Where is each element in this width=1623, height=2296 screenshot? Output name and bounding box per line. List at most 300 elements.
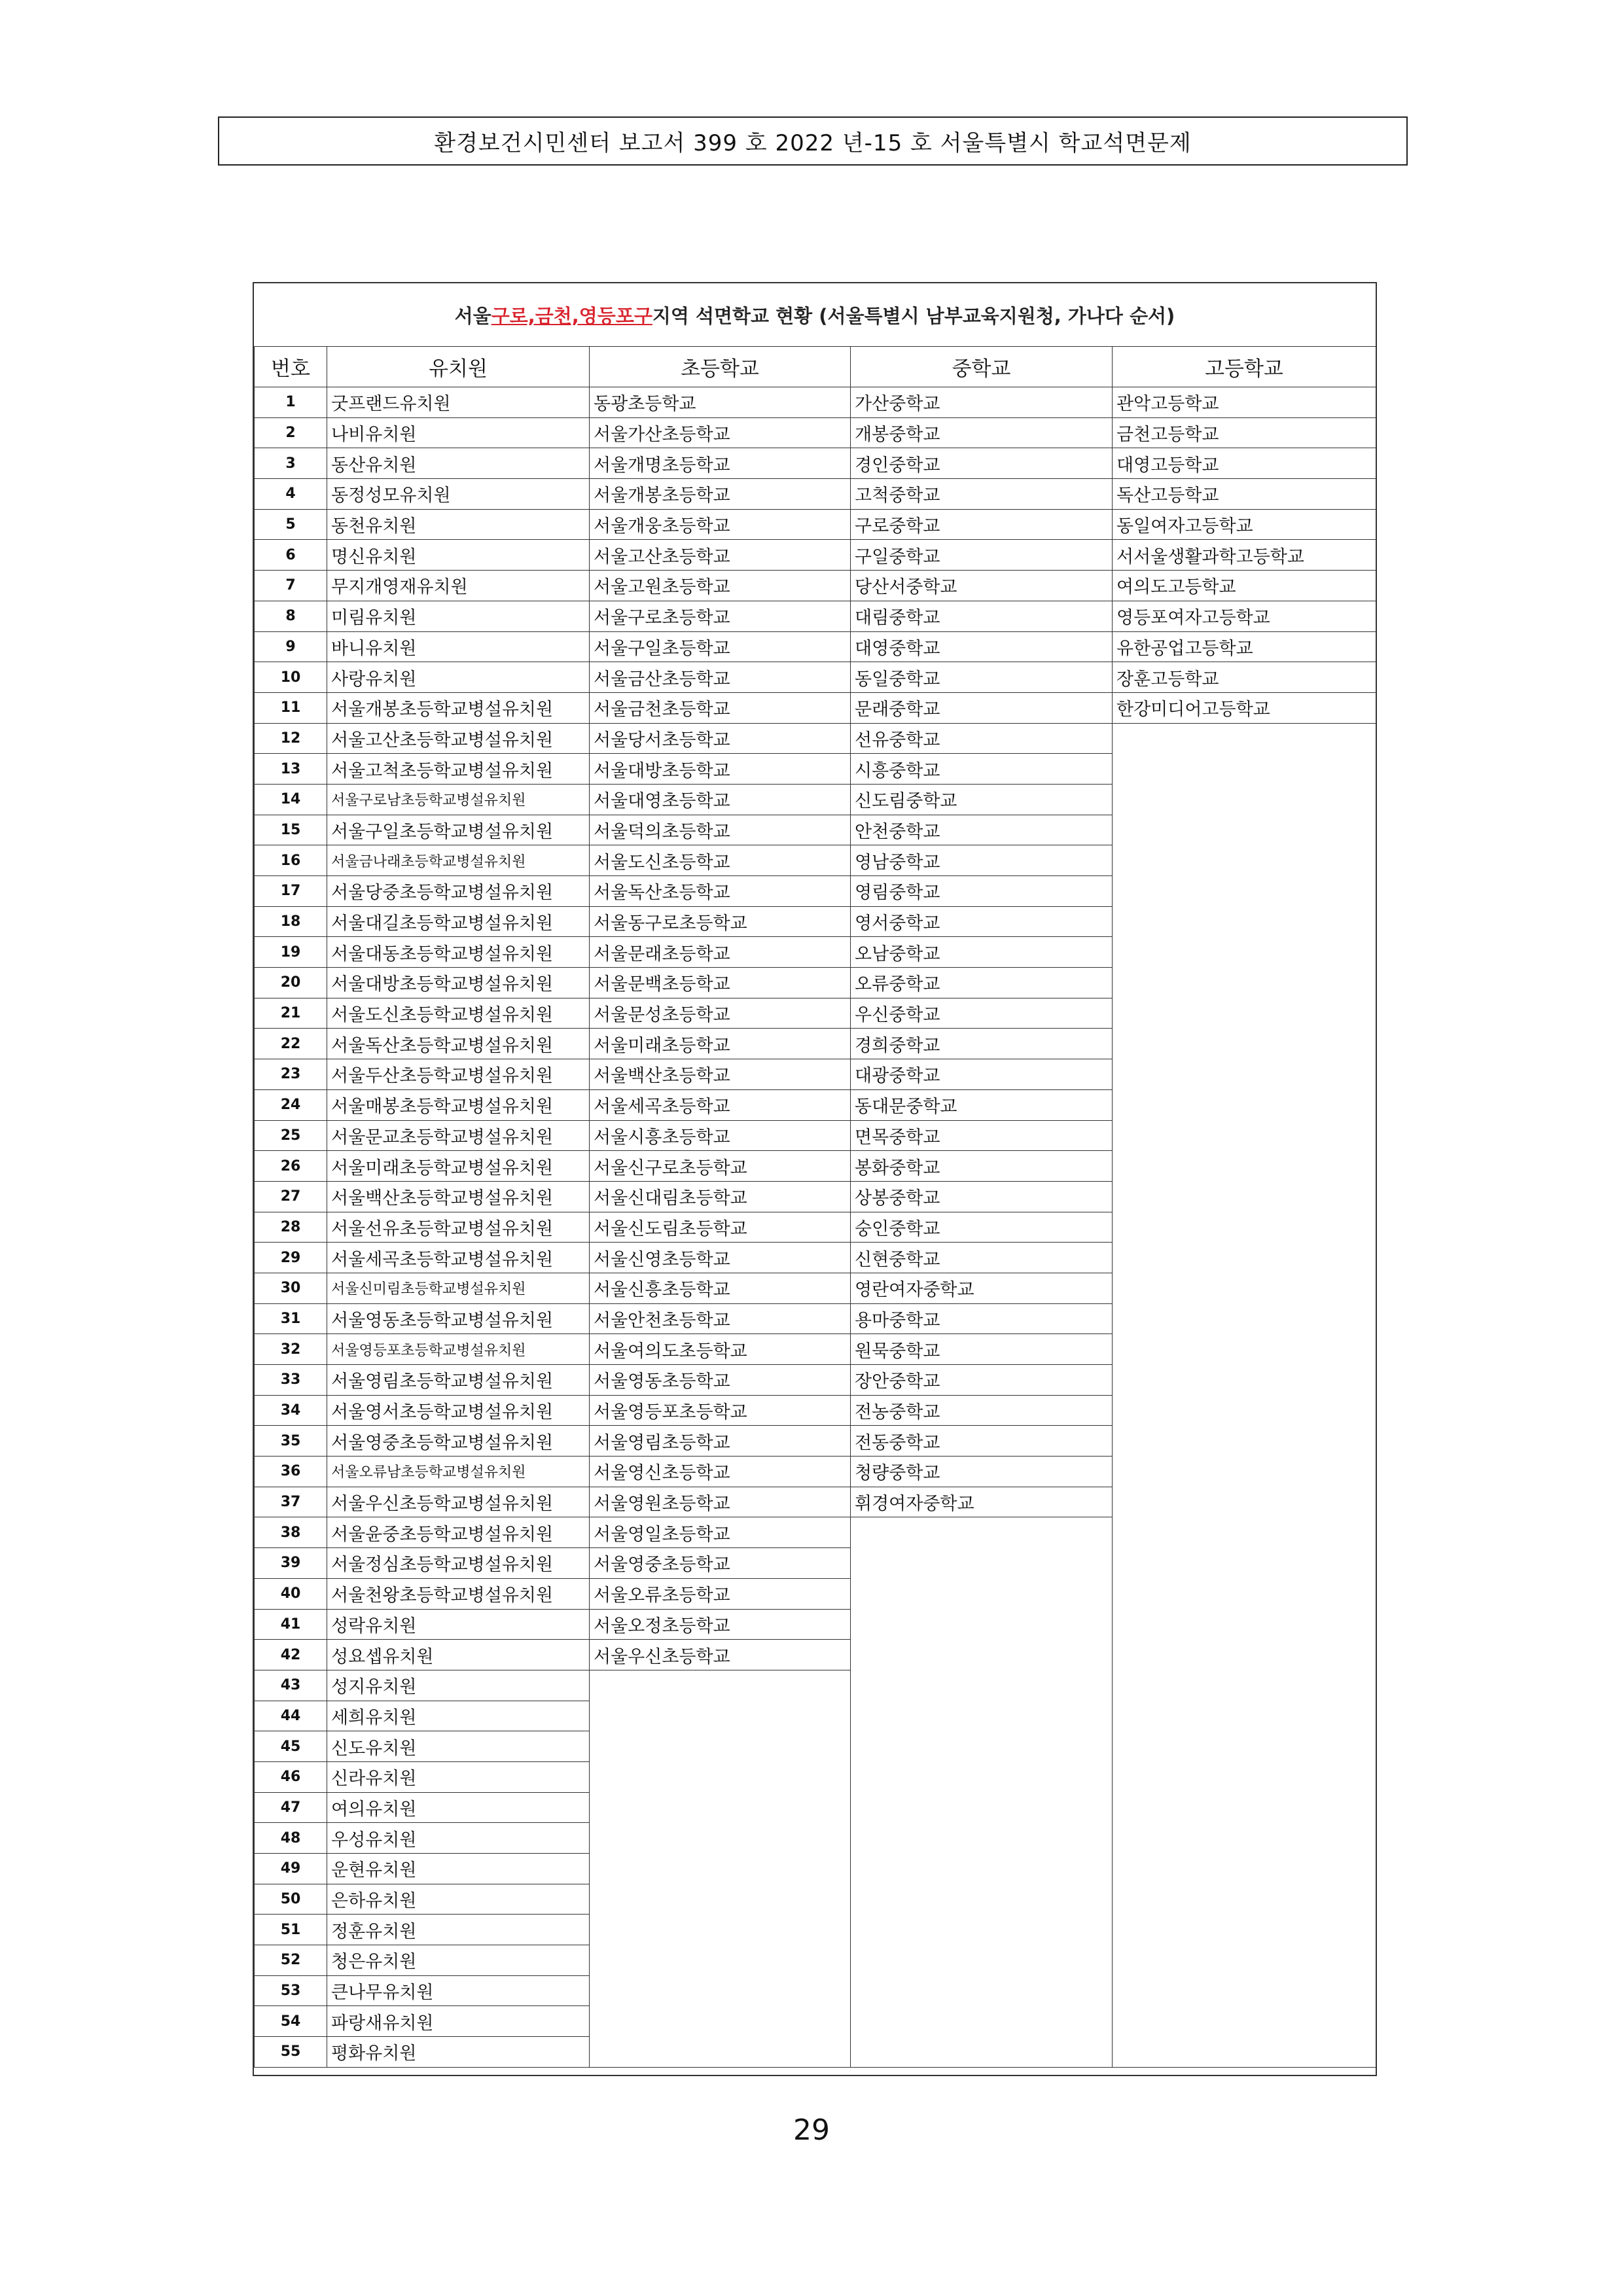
row-number-cell: 18 [255,906,327,937]
row-number-cell: 26 [255,1151,327,1182]
row-number-cell: 9 [255,631,327,662]
high-school-cell: 영등포여자고등학교 [1113,601,1376,631]
elementary-cell: 서울금천초등학교 [590,692,851,723]
middle-school-cell: 신현중학교 [851,1243,1113,1273]
table-row [255,1334,1376,1365]
table-row [255,1365,1376,1396]
elementary-cell: 서울문성초등학교 [590,998,851,1029]
table-row [255,2006,1376,2037]
page-number: 29 [793,2113,830,2147]
middle-school-cell: 고척중학교 [851,479,1113,510]
high-school-cell: 한강미디어고등학교 [1113,692,1376,723]
elementary-cell: 서울독산초등학교 [590,876,851,907]
high-school-cell [1113,1792,1376,1823]
row-number-cell: 41 [255,1609,327,1640]
elementary-cell [590,1975,851,2006]
row-number-cell: 2 [255,417,327,448]
table-row [255,1609,1376,1640]
high-school-cell [1113,1181,1376,1212]
table-row [255,448,1376,479]
elementary-cell [590,1701,851,1731]
middle-school-cell: 가산중학교 [851,387,1113,418]
kindergarten-cell: 성지유치원 [327,1670,590,1701]
middle-school-cell: 오류중학교 [851,968,1113,998]
middle-school-cell [851,1548,1113,1579]
middle-school-cell: 구로중학교 [851,509,1113,540]
table-row [255,1640,1376,1670]
row-number-cell: 28 [255,1212,327,1243]
table-row [255,1120,1376,1151]
table-row [255,1854,1376,1884]
high-school-cell [1113,1365,1376,1396]
elementary-cell: 서울영등포초등학교 [590,1395,851,1426]
elementary-cell: 서울개웅초등학교 [590,509,851,540]
middle-school-cell: 우신중학교 [851,998,1113,1029]
middle-school-cell: 오남중학교 [851,937,1113,968]
high-school-cell [1113,1426,1376,1457]
high-school-cell [1113,1487,1376,1517]
kindergarten-cell: 평화유치원 [327,2037,590,2068]
kindergarten-cell: 나비유치원 [327,417,590,448]
elementary-cell [590,1915,851,1945]
kindergarten-cell: 서울금나래초등학교병설유치원 [327,845,590,876]
high-school-cell [1113,723,1376,754]
row-number-cell: 20 [255,968,327,998]
high-school-cell: 금천고등학교 [1113,417,1376,448]
elementary-cell: 서울개봉초등학교 [590,479,851,510]
table-row [255,1426,1376,1457]
middle-school-cell: 숭인중학교 [851,1212,1113,1243]
table-row [255,1212,1376,1243]
middle-school-cell: 신도림중학교 [851,784,1113,815]
table-row [255,1181,1376,1212]
elementary-cell: 서울우신초등학교 [590,1640,851,1670]
table-row [255,998,1376,1029]
elementary-cell: 서울금산초등학교 [590,662,851,693]
high-school-cell [1113,1273,1376,1303]
elementary-cell [590,1761,851,1792]
elementary-cell [590,1731,851,1762]
middle-school-cell [851,1578,1113,1609]
table-row [255,1243,1376,1273]
middle-school-cell: 영서중학교 [851,906,1113,937]
kindergarten-cell: 신라유치원 [327,1761,590,1792]
high-school-cell [1113,906,1376,937]
middle-school-cell: 청량중학교 [851,1457,1113,1487]
middle-school-cell [851,2037,1113,2068]
table-row [255,906,1376,937]
table-title-prefix: 서울 [454,304,491,327]
middle-school-cell [851,1731,1113,1762]
table-row [255,692,1376,723]
elementary-cell [590,1884,851,1915]
high-school-cell [1113,968,1376,998]
elementary-cell: 서울개명초등학교 [590,448,851,479]
row-number-cell: 4 [255,479,327,510]
high-school-cell [1113,754,1376,785]
kindergarten-cell: 서울구로남초등학교병설유치원 [327,784,590,815]
high-school-cell: 유한공업고등학교 [1113,631,1376,662]
row-number-cell: 16 [255,845,327,876]
middle-school-cell: 영남중학교 [851,845,1113,876]
kindergarten-cell: 바니유치원 [327,631,590,662]
elementary-cell: 서울구일초등학교 [590,631,851,662]
row-number-cell: 8 [255,601,327,631]
middle-school-cell: 시흥중학교 [851,754,1113,785]
kindergarten-cell: 사랑유치원 [327,662,590,693]
middle-school-cell: 개봉중학교 [851,417,1113,448]
high-school-cell [1113,815,1376,845]
elementary-cell: 서울대방초등학교 [590,754,851,785]
kindergarten-cell: 파랑새유치원 [327,2006,590,2037]
column-header-elementary: 초등학교 [590,347,851,387]
kindergarten-cell: 우성유치원 [327,1823,590,1854]
elementary-cell: 서울고산초등학교 [590,540,851,571]
elementary-cell: 서울고원초등학교 [590,571,851,601]
elementary-cell: 서울도신초등학교 [590,845,851,876]
report-header-text: 환경보건시민센터 보고서 399 호 2022 년-15 호 서울특별시 학교석면문제 [434,130,1192,156]
high-school-cell [1113,1701,1376,1731]
kindergarten-cell: 성락유치원 [327,1609,590,1640]
middle-school-cell: 문래중학교 [851,692,1113,723]
row-number-cell: 53 [255,1975,327,2006]
table-row [255,1517,1376,1548]
row-number-cell: 23 [255,1059,327,1090]
table-row [255,1792,1376,1823]
table-row [255,784,1376,815]
row-number-cell: 7 [255,571,327,601]
school-grid [254,346,1376,2068]
elementary-cell [590,1792,851,1823]
elementary-cell: 서울덕의초등학교 [590,815,851,845]
high-school-cell: 대영고등학교 [1113,448,1376,479]
high-school-cell [1113,1945,1376,1976]
high-school-cell [1113,937,1376,968]
elementary-cell: 서울미래초등학교 [590,1029,851,1059]
middle-school-cell: 선유중학교 [851,723,1113,754]
elementary-cell: 서울신흥초등학교 [590,1273,851,1303]
elementary-cell: 서울문백초등학교 [590,968,851,998]
row-number-cell: 25 [255,1120,327,1151]
elementary-cell: 서울오정초등학교 [590,1609,851,1640]
table-row [255,1395,1376,1426]
high-school-cell [1113,1761,1376,1792]
row-number-cell: 36 [255,1457,327,1487]
row-number-cell: 40 [255,1578,327,1609]
row-number-cell: 11 [255,692,327,723]
kindergarten-cell: 성요셉유치원 [327,1640,590,1670]
kindergarten-cell: 정훈유치원 [327,1915,590,1945]
kindergarten-cell: 서울영동초등학교병설유치원 [327,1303,590,1334]
high-school-cell: 독산고등학교 [1113,479,1376,510]
table-row [255,1059,1376,1090]
middle-school-cell [851,1701,1113,1731]
kindergarten-cell: 서울도신초등학교병설유치원 [327,998,590,1029]
report-header [218,116,1408,166]
table-row [255,1670,1376,1701]
row-number-cell: 3 [255,448,327,479]
row-number-cell: 14 [255,784,327,815]
kindergarten-cell: 서울두산초등학교병설유치원 [327,1059,590,1090]
elementary-cell: 서울당서초등학교 [590,723,851,754]
high-school-cell [1113,1640,1376,1670]
middle-school-cell: 휘경여자중학교 [851,1487,1113,1517]
elementary-cell: 서울영동초등학교 [590,1365,851,1396]
kindergarten-cell: 동천유치원 [327,509,590,540]
high-school-cell [1113,1089,1376,1120]
high-school-cell [1113,1578,1376,1609]
table-row [255,2037,1376,2068]
table-row [255,1029,1376,1059]
column-header-middle: 중학교 [851,347,1113,387]
high-school-cell [1113,1395,1376,1426]
middle-school-cell [851,1945,1113,1976]
high-school-cell [1113,1823,1376,1854]
kindergarten-cell: 서울신미림초등학교병설유치원 [327,1273,590,1303]
kindergarten-cell: 서울윤중초등학교병설유치원 [327,1517,590,1548]
kindergarten-cell: 미림유치원 [327,601,590,631]
kindergarten-cell: 서울고산초등학교병설유치원 [327,723,590,754]
table-row [255,509,1376,540]
kindergarten-cell: 서울영등포초등학교병설유치원 [327,1334,590,1365]
high-school-cell [1113,876,1376,907]
row-number-cell: 33 [255,1365,327,1396]
table-row [255,387,1376,418]
elementary-cell: 서울신도림초등학교 [590,1212,851,1243]
kindergarten-cell: 서울영림초등학교병설유치원 [327,1365,590,1396]
row-number-cell: 38 [255,1517,327,1548]
table-row [255,631,1376,662]
kindergarten-cell: 서울세곡초등학교병설유치원 [327,1243,590,1273]
kindergarten-cell: 세희유치원 [327,1701,590,1731]
high-school-cell [1113,2006,1376,2037]
table-row [255,662,1376,693]
table-header-row [255,347,1376,387]
high-school-cell [1113,1303,1376,1334]
table-row [255,815,1376,845]
high-school-cell [1113,1212,1376,1243]
middle-school-cell: 구일중학교 [851,540,1113,571]
middle-school-cell [851,1609,1113,1640]
middle-school-cell: 원묵중학교 [851,1334,1113,1365]
table-row [255,1945,1376,1976]
table-row [255,1273,1376,1303]
kindergarten-cell: 서울매봉초등학교병설유치원 [327,1089,590,1120]
high-school-cell [1113,1915,1376,1945]
kindergarten-cell: 서울대동초등학교병설유치원 [327,937,590,968]
kindergarten-cell: 서울당중초등학교병설유치원 [327,876,590,907]
elementary-cell: 서울여의도초등학교 [590,1334,851,1365]
kindergarten-cell: 서울문교초등학교병설유치원 [327,1120,590,1151]
column-header-high: 고등학교 [1113,347,1376,387]
middle-school-cell: 경인중학교 [851,448,1113,479]
high-school-cell [1113,1334,1376,1365]
row-number-cell: 37 [255,1487,327,1517]
column-header-kindergarten: 유치원 [327,347,590,387]
high-school-cell: 서서울생활과학고등학교 [1113,540,1376,571]
table-row [255,1915,1376,1945]
middle-school-cell [851,1761,1113,1792]
kindergarten-cell: 서울구일초등학교병설유치원 [327,815,590,845]
elementary-cell: 서울오류초등학교 [590,1578,851,1609]
row-number-cell: 32 [255,1334,327,1365]
table-row [255,417,1376,448]
middle-school-cell: 대영중학교 [851,631,1113,662]
kindergarten-cell: 서울대방초등학교병설유치원 [327,968,590,998]
elementary-cell: 서울동구로초등학교 [590,906,851,937]
high-school-cell [1113,1670,1376,1701]
kindergarten-cell: 서울미래초등학교병설유치원 [327,1151,590,1182]
elementary-cell [590,1823,851,1854]
table-row [255,1884,1376,1915]
kindergarten-cell: 서울정심초등학교병설유치원 [327,1548,590,1579]
table-row [255,571,1376,601]
row-number-cell: 48 [255,1823,327,1854]
table-row [255,1548,1376,1579]
table-row [255,754,1376,785]
table-title-suffix: 지역 석면학교 현황 (서울특별시 남부교육지원청, 가나다 순서) [652,304,1175,327]
kindergarten-cell: 청은유치원 [327,1945,590,1976]
elementary-cell: 서울구로초등학교 [590,601,851,631]
high-school-cell [1113,1457,1376,1487]
elementary-cell: 동광초등학교 [590,387,851,418]
high-school-cell [1113,1151,1376,1182]
elementary-cell: 서울신구로초등학교 [590,1151,851,1182]
high-school-cell [1113,845,1376,876]
row-number-cell: 34 [255,1395,327,1426]
high-school-cell [1113,1854,1376,1884]
high-school-cell [1113,1059,1376,1090]
elementary-cell: 서울대영초등학교 [590,784,851,815]
middle-school-cell [851,1670,1113,1701]
elementary-cell: 서울문래초등학교 [590,937,851,968]
elementary-cell: 서울영중초등학교 [590,1548,851,1579]
middle-school-cell: 동대문중학교 [851,1089,1113,1120]
elementary-cell [590,2006,851,2037]
row-number-cell: 31 [255,1303,327,1334]
table-row [255,540,1376,571]
table-row [255,937,1376,968]
high-school-cell [1113,1517,1376,1548]
kindergarten-cell: 명신유치원 [327,540,590,571]
high-school-cell: 동일여자고등학교 [1113,509,1376,540]
middle-school-cell: 동일중학교 [851,662,1113,693]
middle-school-cell: 영림중학교 [851,876,1113,907]
kindergarten-cell: 무지개영재유치원 [327,571,590,601]
row-number-cell: 51 [255,1915,327,1945]
table-row [255,876,1376,907]
middle-school-cell: 당산서중학교 [851,571,1113,601]
table-row [255,723,1376,754]
middle-school-cell [851,1792,1113,1823]
middle-school-cell [851,1915,1113,1945]
kindergarten-cell: 운현유치원 [327,1854,590,1884]
elementary-cell: 서울영신초등학교 [590,1457,851,1487]
middle-school-cell: 대광중학교 [851,1059,1113,1090]
row-number-cell: 22 [255,1029,327,1059]
high-school-cell [1113,1243,1376,1273]
table-row [255,968,1376,998]
high-school-cell: 장훈고등학교 [1113,662,1376,693]
row-number-cell: 50 [255,1884,327,1915]
high-school-cell: 관악고등학교 [1113,387,1376,418]
row-number-cell: 27 [255,1181,327,1212]
table-title [254,283,1376,346]
kindergarten-cell: 서울개봉초등학교병설유치원 [327,692,590,723]
row-number-cell: 12 [255,723,327,754]
middle-school-cell: 전동중학교 [851,1426,1113,1457]
row-number-cell: 45 [255,1731,327,1762]
elementary-cell: 서울안천초등학교 [590,1303,851,1334]
row-number-cell: 10 [255,662,327,693]
high-school-cell [1113,2037,1376,2068]
row-number-cell: 46 [255,1761,327,1792]
elementary-cell: 서울가산초등학교 [590,417,851,448]
middle-school-cell: 면목중학교 [851,1120,1113,1151]
row-number-cell: 52 [255,1945,327,1976]
high-school-cell [1113,1975,1376,2006]
middle-school-cell [851,1823,1113,1854]
middle-school-cell: 안천중학교 [851,815,1113,845]
elementary-cell [590,1670,851,1701]
kindergarten-cell: 서울독산초등학교병설유치원 [327,1029,590,1059]
high-school-cell [1113,1731,1376,1762]
middle-school-cell [851,2006,1113,2037]
row-number-cell: 15 [255,815,327,845]
kindergarten-cell: 여의유치원 [327,1792,590,1823]
table-row [255,1457,1376,1487]
table-row [255,1701,1376,1731]
kindergarten-cell: 큰나무유치원 [327,1975,590,2006]
high-school-cell [1113,1120,1376,1151]
middle-school-cell [851,1884,1113,1915]
middle-school-cell: 영란여자중학교 [851,1273,1113,1303]
elementary-cell [590,1945,851,1976]
kindergarten-cell: 서울천왕초등학교병설유치원 [327,1578,590,1609]
table-row [255,1761,1376,1792]
table-row [255,1578,1376,1609]
row-number-cell: 55 [255,2037,327,2068]
row-number-cell: 5 [255,509,327,540]
kindergarten-cell: 서울우신초등학교병설유치원 [327,1487,590,1517]
kindergarten-cell: 서울선유초등학교병설유치원 [327,1212,590,1243]
middle-school-cell [851,1854,1113,1884]
table-row [255,1089,1376,1120]
elementary-cell: 서울영원초등학교 [590,1487,851,1517]
middle-school-cell: 대림중학교 [851,601,1113,631]
row-number-cell: 29 [255,1243,327,1273]
row-number-cell: 43 [255,1670,327,1701]
table-title-highlight: 구로,금천,영등포구 [491,304,652,327]
table-row [255,1731,1376,1762]
kindergarten-cell: 서울백산초등학교병설유치원 [327,1181,590,1212]
asbestos-school-table [253,282,1377,2076]
kindergarten-cell: 서울대길초등학교병설유치원 [327,906,590,937]
high-school-cell: 여의도고등학교 [1113,571,1376,601]
elementary-cell: 서울신영초등학교 [590,1243,851,1273]
high-school-cell [1113,998,1376,1029]
middle-school-cell [851,1975,1113,2006]
high-school-cell [1113,1548,1376,1579]
table-row [255,1151,1376,1182]
row-number-cell: 54 [255,2006,327,2037]
row-number-cell: 30 [255,1273,327,1303]
row-number-cell: 49 [255,1854,327,1884]
row-number-cell: 6 [255,540,327,571]
row-number-cell: 13 [255,754,327,785]
elementary-cell [590,1854,851,1884]
kindergarten-cell: 서울영중초등학교병설유치원 [327,1426,590,1457]
